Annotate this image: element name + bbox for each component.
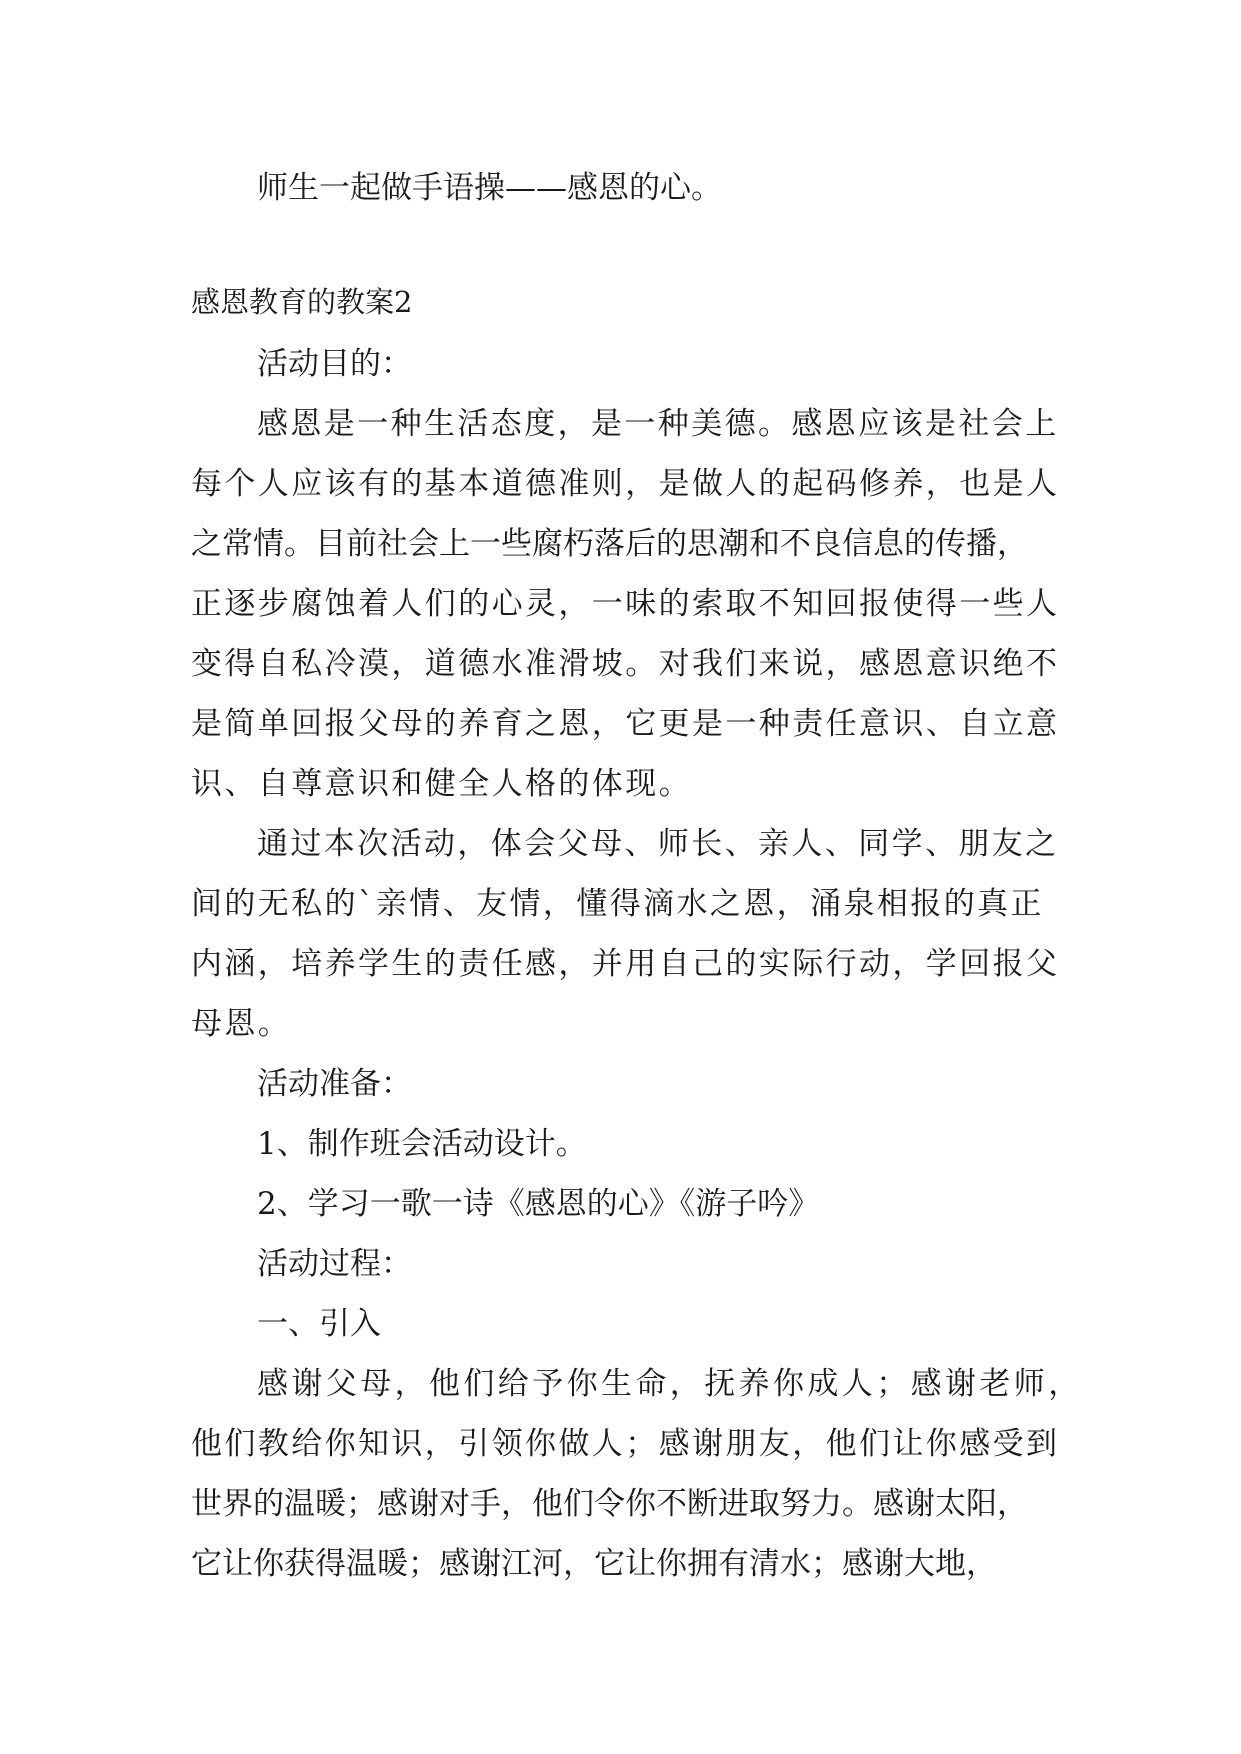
paragraph-line: 之常情。目前社会上一些腐朽落后的思潮和不良信息的传播， xyxy=(191,526,1028,562)
paragraph-line: 正逐步腐蚀着人们的心灵，一味的索取不知回报使得一些人 xyxy=(191,586,1060,622)
activity-prep-label: 活动准备： xyxy=(257,1066,412,1102)
paragraph-line: 感恩是一种生活态度，是一种美德。感恩应该是社会上 xyxy=(257,406,1059,442)
paragraph-line: 母恩。 xyxy=(191,1006,292,1042)
activity-process-label: 活动过程： xyxy=(257,1246,412,1282)
paragraph-line: 感谢父母，他们给予你生命，抚养你成人；感谢老师， xyxy=(257,1366,1083,1402)
paragraph-line: 通过本次活动，体会父母、师长、亲人、同学、朋友之 xyxy=(257,826,1059,862)
closing-activity-line: 师生一起做手语操——感恩的心。 xyxy=(257,170,722,206)
paragraph-line: 是简单回报父母的养育之恩，它更是一种责任意识、自立意 xyxy=(191,706,1060,742)
paragraph-line: 变得自私冷漠，道德水准滑坡。对我们来说，感恩意识绝不 xyxy=(191,646,1060,682)
section-title: 感恩教育的教案2 xyxy=(191,285,413,319)
paragraph-line: 内涵，培养学生的责任感，并用自己的实际行动，学回报父 xyxy=(191,946,1060,982)
paragraph-line: 每个人应该有的基本道德准则，是做人的起码修养，也是人 xyxy=(191,466,1060,502)
paragraph-line: 世界的温暖；感谢对手，他们令你不断进取努力。感谢太阳， xyxy=(191,1486,1028,1522)
paragraph-line: 识、自尊意识和健全人格的体现。 xyxy=(191,766,692,802)
paragraph-line: 他们教给你知识，引领你做人；感谢朋友，他们让你感受到 xyxy=(191,1426,1060,1462)
step-one-heading: 一、引入 xyxy=(257,1306,381,1342)
paragraph-line: 它让你获得温暖；感谢江河，它让你拥有清水；感谢大地， xyxy=(191,1546,997,1582)
prep-item-1: 1、制作班会活动设计。 xyxy=(257,1126,587,1162)
activity-goal-label: 活动目的： xyxy=(257,346,412,382)
prep-item-2: 2、学习一歌一诗《感恩的心》《游子吟》 xyxy=(257,1186,820,1222)
paragraph-line: 间的无私的`亲情、友情，懂得滴水之恩，涌泉相报的真正 xyxy=(191,886,1044,922)
